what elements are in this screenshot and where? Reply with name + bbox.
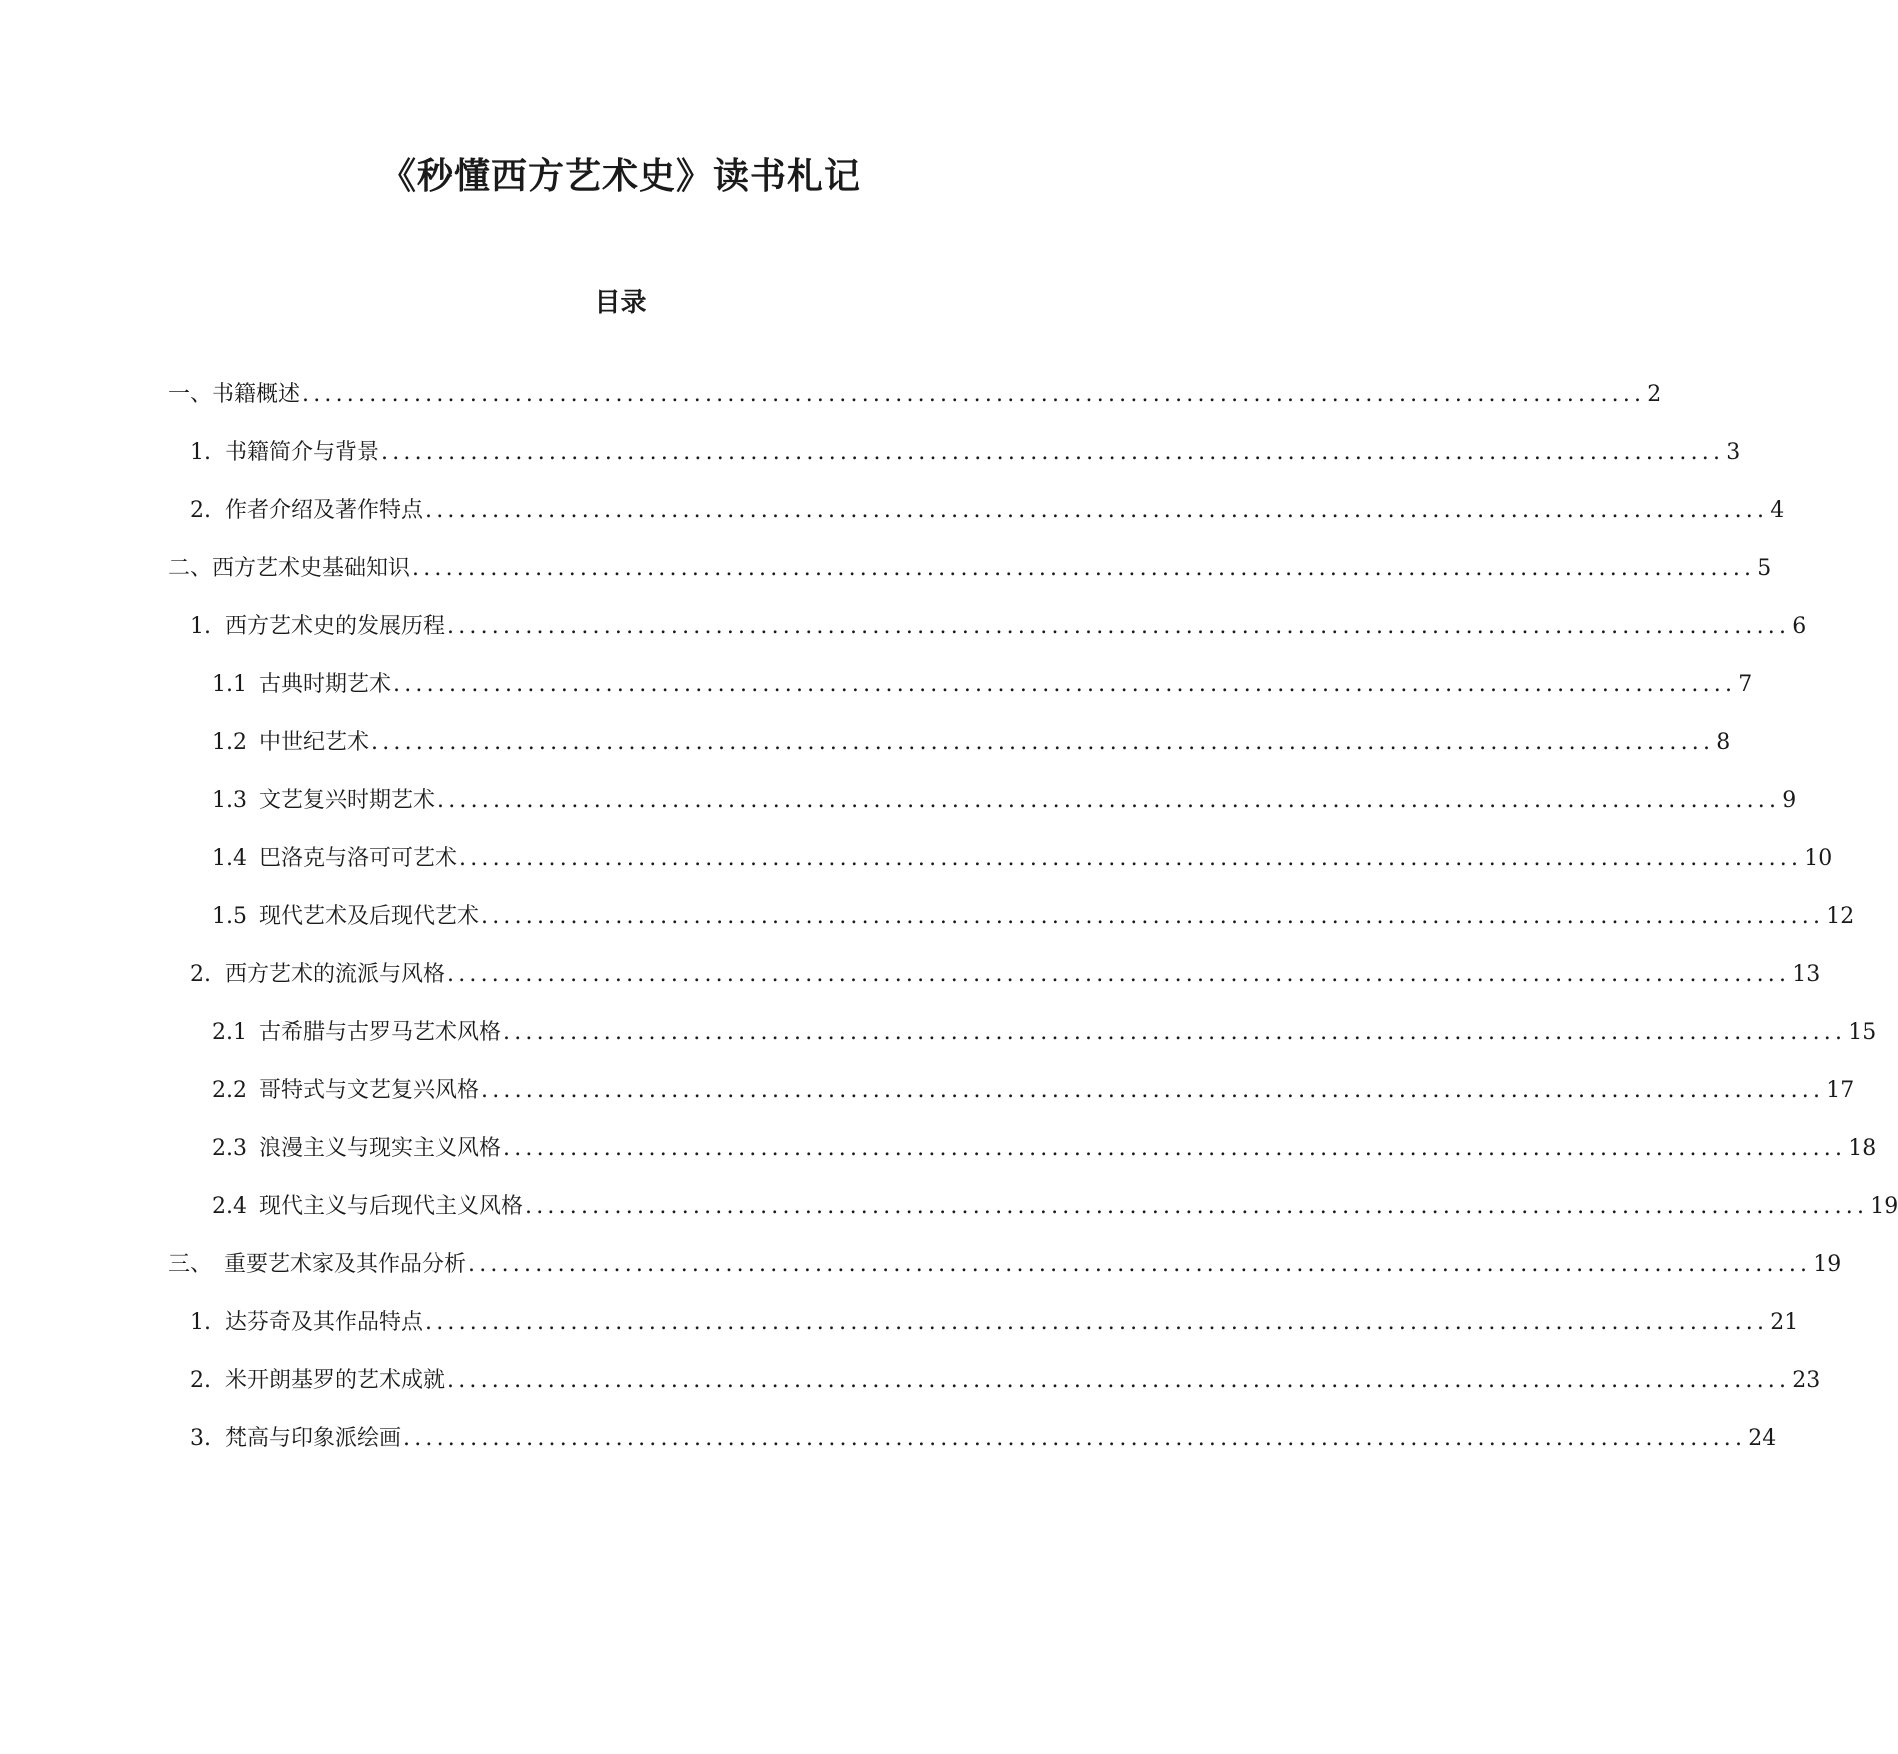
toc-entry[interactable] xyxy=(212,900,1855,934)
toc-entry-page-number: 19 xyxy=(1813,1252,1842,1277)
toc-entry[interactable] xyxy=(190,1422,1777,1456)
toc-entry-title: 书籍概述 xyxy=(212,382,301,407)
toc-entry-number: 1.5 xyxy=(212,904,247,929)
toc-entry[interactable] xyxy=(190,494,1785,528)
toc-dot-leader: ........................................................................................................................ xyxy=(425,1310,1769,1335)
toc-entry[interactable] xyxy=(212,668,1753,702)
toc-entry[interactable] xyxy=(212,1190,1898,1224)
toc-entry-title: 现代主义与后现代主义风格 xyxy=(259,1194,524,1219)
toc-entry-page-number: 5 xyxy=(1757,556,1772,581)
toc-dot-leader: ........................................................................................................................ xyxy=(503,1020,1847,1045)
toc-entry-title: 西方艺术史的发展历程 xyxy=(225,614,446,639)
toc-entry-page-number: 7 xyxy=(1738,672,1753,697)
toc-entry-title: 西方艺术的流派与风格 xyxy=(225,962,446,987)
toc-entry-number: 2. xyxy=(190,1368,211,1393)
toc-dot-leader: ........................................................................................................................ xyxy=(393,672,1737,697)
toc-entry[interactable] xyxy=(212,1074,1855,1108)
toc-entry-title: 西方艺术史基础知识 xyxy=(212,556,411,581)
toc-entry-number: 2.2 xyxy=(212,1078,247,1103)
toc-entry-page-number: 8 xyxy=(1716,730,1731,755)
toc-entry-number: 3. xyxy=(190,1426,211,1451)
toc-entry-number: 1.1 xyxy=(212,672,247,697)
toc-entry-title: 书籍简介与背景 xyxy=(225,440,380,465)
toc-entry-number: 2.1 xyxy=(212,1020,247,1045)
toc-entry-page-number: 15 xyxy=(1848,1020,1877,1045)
toc-entry[interactable] xyxy=(168,1248,1842,1282)
toc-entry-title: 古希腊与古罗马艺术风格 xyxy=(259,1020,502,1045)
toc-entry-number: 1.4 xyxy=(212,846,247,871)
toc-entry[interactable] xyxy=(168,378,1662,412)
toc-dot-leader: ........................................................................................................................ xyxy=(447,614,1791,639)
toc-entry-title: 米开朗基罗的艺术成就 xyxy=(225,1368,446,1393)
toc-entry-number: 2.3 xyxy=(212,1136,247,1161)
toc-entry-title: 现代艺术及后现代艺术 xyxy=(259,904,480,929)
toc-entry[interactable] xyxy=(190,610,1807,644)
toc-dot-leader: ........................................................................................................................ xyxy=(481,1078,1825,1103)
toc-entry-title: 作者介绍及著作特点 xyxy=(225,498,424,523)
toc-dot-leader: ........................................................................................................................ xyxy=(503,1136,1847,1161)
toc-entry[interactable] xyxy=(190,1306,1799,1340)
toc-dot-leader: ........................................................................................................................ xyxy=(371,730,1715,755)
toc-dot-leader: ........................................................................................................................ xyxy=(381,440,1725,465)
toc-dot-leader: ........................................................................................................................ xyxy=(447,962,1791,987)
toc-entry-title: 文艺复兴时期艺术 xyxy=(259,788,436,813)
toc-dot-leader: ........................................................................................................................ xyxy=(481,904,1825,929)
toc-entry-number: 1. xyxy=(190,1310,211,1335)
toc-heading: 目录 xyxy=(594,288,647,318)
toc-entry-page-number: 4 xyxy=(1770,498,1785,523)
toc-dot-leader: ........................................................................................................................ xyxy=(525,1194,1869,1219)
toc-entry-page-number: 18 xyxy=(1848,1136,1877,1161)
toc-entry-number: 一、 xyxy=(168,382,213,407)
toc-entry[interactable] xyxy=(190,958,1821,992)
toc-dot-leader: ........................................................................................................................ xyxy=(459,846,1803,871)
toc-entry-number: 二、 xyxy=(168,556,213,581)
toc-entry[interactable] xyxy=(190,1364,1821,1398)
toc-entry[interactable] xyxy=(212,726,1731,760)
toc-dot-leader: ........................................................................................................................ xyxy=(302,382,1646,407)
toc-entry-title: 重要艺术家及其作品分析 xyxy=(224,1252,467,1277)
toc-entry[interactable] xyxy=(190,436,1741,470)
toc-entry-page-number: 17 xyxy=(1826,1078,1855,1103)
toc-entry-title: 梵高与印象派绘画 xyxy=(225,1426,402,1451)
toc-entry-title: 古典时期艺术 xyxy=(259,672,392,697)
toc-dot-leader: ........................................................................................................................ xyxy=(412,556,1756,581)
toc-entry-number: 1. xyxy=(190,440,211,465)
toc-dot-leader: ........................................................................................................................ xyxy=(447,1368,1791,1393)
toc-entry-number: 1.2 xyxy=(212,730,247,755)
toc-entry-page-number: 24 xyxy=(1748,1426,1777,1451)
toc-entry-title: 巴洛克与洛可可艺术 xyxy=(259,846,458,871)
toc-dot-leader: ........................................................................................................................ xyxy=(425,498,1769,523)
toc-entry-page-number: 10 xyxy=(1804,846,1833,871)
toc-entry-page-number: 2 xyxy=(1647,382,1662,407)
toc-entry-title: 中世纪艺术 xyxy=(259,730,370,755)
toc-entry-page-number: 9 xyxy=(1782,788,1797,813)
toc-entry[interactable] xyxy=(212,1132,1877,1166)
toc-dot-leader: ........................................................................................................................ xyxy=(437,788,1781,813)
toc-entry-page-number: 19 xyxy=(1870,1194,1898,1219)
document-title: 《秒懂西方艺术史》读书札记 xyxy=(379,155,861,197)
toc-entry-page-number: 12 xyxy=(1826,904,1855,929)
toc-dot-leader: ........................................................................................................................ xyxy=(403,1426,1747,1451)
toc-entry-number: 2. xyxy=(190,962,211,987)
toc-entry-page-number: 13 xyxy=(1792,962,1821,987)
toc-entry-page-number: 6 xyxy=(1792,614,1807,639)
toc-entry-page-number: 23 xyxy=(1792,1368,1821,1393)
toc-entry-page-number: 3 xyxy=(1726,440,1741,465)
toc-entry-page-number: 21 xyxy=(1770,1310,1799,1335)
toc-entry-title: 哥特式与文艺复兴风格 xyxy=(259,1078,480,1103)
toc-entry-number: 2. xyxy=(190,498,211,523)
toc-entry[interactable] xyxy=(212,1016,1877,1050)
toc-entry-title: 浪漫主义与现实主义风格 xyxy=(259,1136,502,1161)
toc-entry[interactable] xyxy=(212,784,1797,818)
toc-entry-number: 1.3 xyxy=(212,788,247,813)
toc-entry-number: 三、 xyxy=(168,1252,213,1277)
toc-entry[interactable] xyxy=(212,842,1833,876)
toc-entry-title: 达芬奇及其作品特点 xyxy=(225,1310,424,1335)
toc-entry-number: 2.4 xyxy=(212,1194,247,1219)
toc-entry[interactable] xyxy=(168,552,1772,586)
toc-entry-number: 1. xyxy=(190,614,211,639)
toc-dot-leader: ........................................................................................................................ xyxy=(468,1252,1812,1277)
